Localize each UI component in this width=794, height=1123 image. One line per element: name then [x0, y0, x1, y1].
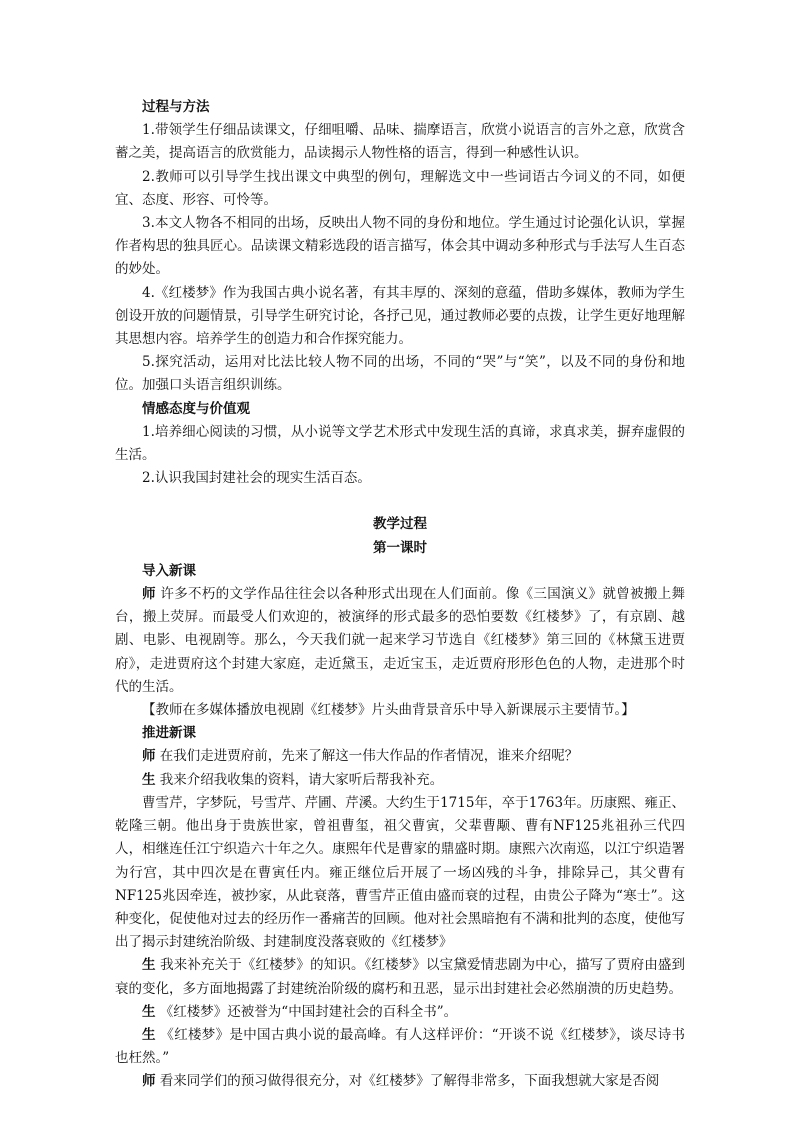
paragraph-text: 《红楼梦》还被誉为“中国封建社会的百科全书”。 — [155, 1003, 458, 1020]
section-heading: 情感态度与价值观 — [142, 400, 250, 417]
speaker-label: 生 — [142, 1026, 156, 1043]
dialog-line — [115, 792, 685, 954]
paragraph: 1.带领学生仔细品读课文，仔细咀嚼、品味、揣摩语言，欣赏小说语言的言外之意，欣赏含蓄之美，提高语言的欣赏能力，品读揭示人物性格的语言，得到一种感性认识。 — [115, 122, 685, 162]
dialog-line — [115, 1024, 685, 1070]
speaker-label: 生 — [142, 957, 156, 974]
speaker-label: 师 — [142, 1073, 156, 1090]
paragraph-text: 看来同学们的预习做得很充分，对《红楼梦》了解得非常多，下面我想就大家是否阅 — [155, 1073, 660, 1090]
page-title: 教学过程 — [373, 516, 427, 533]
speaker-label: 师 — [142, 586, 156, 603]
paragraph: 2.教师可以引导学生找出课文中典型的例句，理解选文中一些词语古今词义的不同，如便宜、态度、形容、可怜等。 — [115, 168, 685, 208]
lesson-subtitle: 第一课时 — [373, 539, 427, 556]
speaker-label: 生 — [142, 771, 156, 788]
paragraph: 4.《红楼梦》作为我国古典小说名著，有其丰厚的、深刻的意蕴，借助多媒体，教师为学生创设开放的问题情景，引导学生研究讨论，各抒己见，通过教师必要的点拨，让学生更好地理解其思想内容。培养学生的创造力和合作探究能力。 — [115, 284, 685, 348]
paragraph: 2.认识我国封建社会的现实生活百态。 — [142, 470, 371, 487]
paragraph-text: 我来介绍我收集的资料，请大家听后帮我补充。 — [155, 771, 444, 788]
paragraph-text: 《红楼梦》是中国古典小说的最高峰。有人这样评价：“开谈不说《红楼梦》，谈尽诗书也枉然。” — [115, 1026, 685, 1067]
paragraph: 1.培养细心阅读的习惯，从小说等文学艺术形式中发现生活的真谛，求真求美，摒弃虚假的生活。 — [115, 423, 685, 464]
paragraph-text: 我来补充关于《红楼梦》的知识。《红楼梦》以宝黛爱情悲剧为中心，描写了贾府由盛到衰的变化，多方面地揭露了封建统治阶级的腐朽和丑恶，显示出封建社会必然崩溃的历史趋势。 — [115, 957, 685, 997]
dialog-line — [115, 1001, 685, 1024]
section-heading: 推进新课 — [142, 725, 196, 742]
speaker-label: 生 — [142, 1003, 156, 1020]
dialog-line — [115, 745, 685, 768]
dialog-line — [115, 1070, 685, 1093]
document-page — [115, 96, 685, 1094]
paragraph-text: 许多不朽的文学作品往往会以各种形式出现在人们面前。像《三国演义》就曾被搬上舞台，搬上荧屏。而最受人们欢迎的，被演绎的形式最多的恐怕要数《红楼梦》了，有京剧、越剧、电影、电视剧等。那么，今天我们就一起来学习节选自《红楼梦》第三回的《林黛玉进贾府》，走进贾府这个封建大家庭，走近黛玉，走近宝玉，走近贾府形形色色的人物，走进那个时代的生活。 — [115, 586, 686, 695]
paragraph-text: 在我们走进贾府前，先来了解这一伟大作品的作者情况，谁来介绍呢？ — [155, 748, 579, 765]
speaker-label: 师 — [142, 748, 156, 765]
section-heading: 过程与方法 — [142, 99, 210, 115]
dialog-line — [115, 954, 685, 1000]
paragraph-text: 曹雪芹，字梦阮，号雪芹、芹圃、芹溪。大约生于1715年，卒于1763年。历康熙、雍正、乾隆三朝。他出身于贵族世家，曾祖曹玺，祖父曹寅，父辈曹颙、曹有NF125兆祖孙三代四人，相继连任江宁织造六十年之久。康熙年代是曹家的鼎盛时期。康熙六次南巡，以江宁织造署为行宫，其中四次是在曹寅任内。雍正继位后开展了一场凶残的斗争，排除异己，其父曹有NF125兆因牵连，被抄家，从此衰落，曹雪芹正值由盛而衰的过程，由贵公子降为“寒士”。这种变化，促使他对过去的经历作一番痛苦的回顾。他对社会黑暗抱有不满和批判的态度，使他写出了揭示封建统治阶级、封建制度没落衰败的《红楼梦》 — [115, 794, 685, 951]
paragraph — [115, 583, 685, 699]
paragraph: 5.探究活动，运用对比法比较人物不同的出场，不同的“哭”与“笑”，以及不同的身份和地位。加强口头语言组织训练。 — [115, 354, 685, 394]
paragraph: 3.本文人物各不相同的出场，反映出人物不同的身份和地位。学生通过讨论强化认识，掌握作者构思的独具匠心。品读课文精彩选段的语言描写，体会其中调动多种形式与手法写人生百态的妙处。 — [115, 215, 685, 278]
section-heading: 导入新课 — [142, 562, 196, 579]
teaching-note: 【教师在多媒体播放电视剧《红楼梦》片头曲背景音乐中导入新课展示主要情节。】 — [142, 702, 635, 719]
dialog-line — [115, 769, 685, 792]
